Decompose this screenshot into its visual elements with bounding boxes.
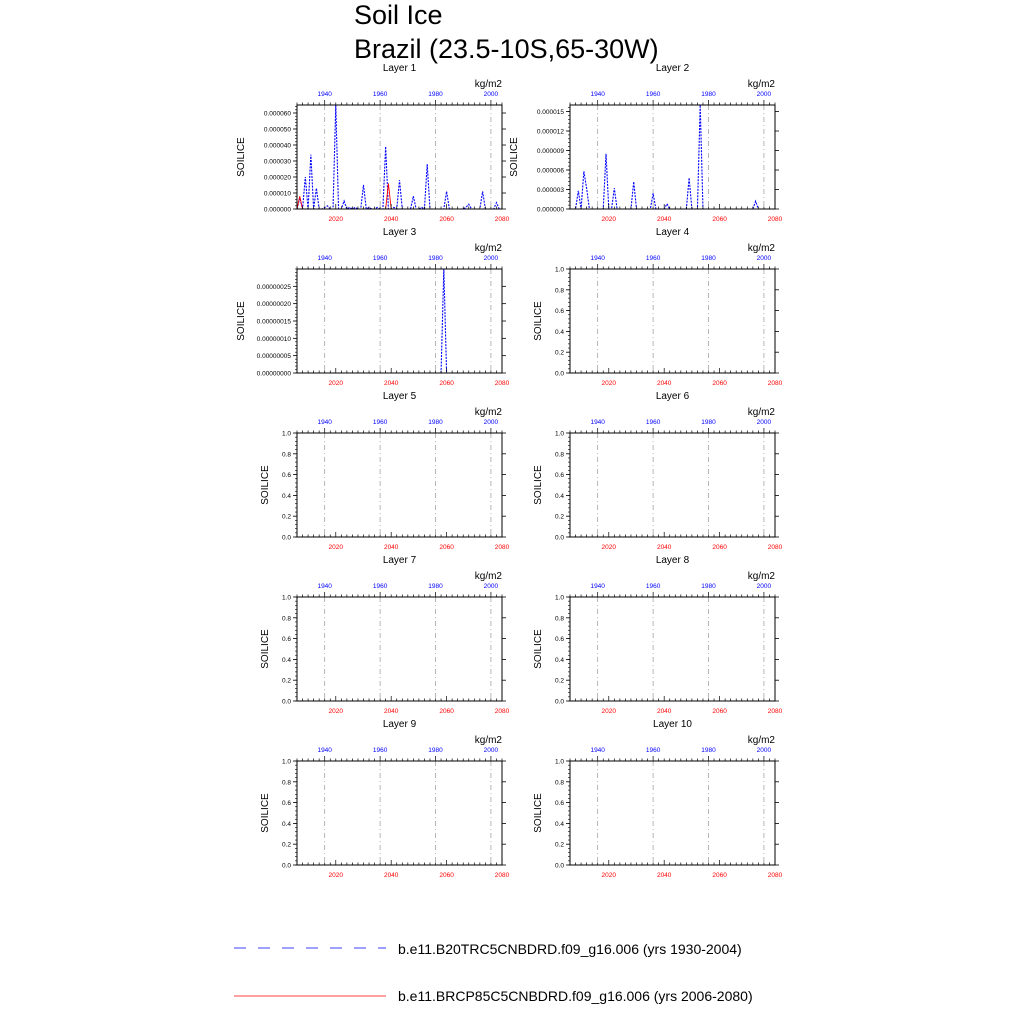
- panels: [236, 63, 783, 879]
- panel-units: kg/m2: [747, 79, 775, 90]
- panel-layer-3: [236, 227, 510, 387]
- bottom-axis-label: 2060: [439, 872, 454, 879]
- top-axis-label: 2000: [483, 91, 499, 98]
- top-axis-label: 1980: [701, 419, 716, 426]
- bottom-axis-label: 2060: [439, 380, 454, 387]
- bottom-axis-label: 2080: [494, 708, 510, 715]
- plot-frame: [570, 105, 775, 209]
- top-axis-label: 2000: [483, 747, 499, 754]
- bottom-axis-label: 2080: [494, 544, 510, 551]
- panel-title: Layer 6: [655, 391, 690, 402]
- top-axis-label: 2000: [756, 747, 772, 754]
- y-tick-label: 0.2: [281, 513, 291, 521]
- y-axis-label: SOILICE: [533, 629, 544, 669]
- y-tick-label: 0.2: [554, 677, 564, 685]
- panel-title: Layer 9: [382, 719, 417, 730]
- y-tick-label: 0.000009: [536, 148, 564, 155]
- y-tick-label: 0.8: [281, 615, 291, 623]
- panel-title: Layer 3: [382, 227, 417, 238]
- y-tick-label: 0.00000010: [256, 335, 291, 343]
- bottom-axis-label: 2060: [712, 708, 727, 715]
- y-tick-label: 0.4: [554, 492, 564, 500]
- bottom-axis-label: 2060: [712, 872, 727, 879]
- bottom-axis-label: 2060: [712, 380, 727, 387]
- y-tick-label: 0.4: [281, 820, 291, 828]
- bottom-axis-label: 2080: [767, 872, 783, 879]
- bottom-axis-label: 2040: [383, 708, 399, 715]
- legend: [234, 941, 753, 1004]
- top-axis-label: 2000: [483, 583, 499, 590]
- panel-layer-10: [533, 719, 783, 879]
- bottom-axis-label: 2020: [328, 708, 344, 715]
- y-tick-label: 1.0: [281, 594, 291, 602]
- y-tick-label: 0.0: [281, 862, 291, 870]
- bottom-axis-label: 2080: [767, 216, 783, 223]
- panel-title: Layer 2: [655, 63, 690, 74]
- panel-layer-2: [509, 63, 783, 223]
- y-axis-label: SOILICE: [260, 629, 271, 669]
- panel-title: Layer 8: [655, 555, 690, 566]
- top-axis-label: 1940: [317, 419, 332, 426]
- panel-units: kg/m2: [474, 571, 502, 582]
- y-tick-label: 0.00000015: [256, 318, 291, 326]
- y-tick-label: 0.6: [554, 308, 564, 316]
- y-tick-label: 0.4: [554, 820, 564, 828]
- panel-layer-7: [260, 555, 510, 715]
- top-axis-label: 2000: [483, 419, 499, 426]
- plot-frame: [570, 269, 775, 373]
- y-tick-label: 0.000040: [263, 142, 291, 150]
- y-tick-label: 0.6: [281, 636, 291, 644]
- panel-layer-5: [260, 391, 510, 551]
- y-tick-label: 0.000030: [263, 158, 291, 166]
- series-historical-line: [297, 105, 502, 209]
- bottom-axis-label: 2040: [656, 708, 672, 715]
- y-axis-label: SOILICE: [509, 137, 520, 177]
- y-tick-label: 0.000000: [536, 206, 564, 214]
- top-axis-label: 1980: [428, 583, 443, 590]
- y-tick-label: 0.6: [554, 800, 564, 808]
- y-tick-label: 0.00000025: [256, 283, 291, 291]
- y-tick-label: 0.000020: [263, 174, 291, 182]
- top-axis-label: 2000: [756, 583, 772, 590]
- figure-title-line2: Brazil (23.5-10S,65-30W): [354, 34, 659, 64]
- y-tick-label: 0.2: [281, 841, 291, 849]
- top-axis-label: 1960: [372, 583, 388, 590]
- top-axis-label: 1960: [372, 419, 388, 426]
- y-tick-label: 0.00000000: [256, 370, 291, 378]
- bottom-axis-label: 2060: [439, 544, 454, 551]
- bottom-axis-label: 2040: [383, 216, 399, 223]
- top-axis-label: 1940: [590, 91, 605, 98]
- y-tick-label: 0.0: [554, 370, 564, 378]
- panel-layer-4: [533, 227, 783, 387]
- y-tick-label: 0.4: [554, 328, 564, 336]
- plot-frame: [297, 761, 502, 865]
- y-tick-label: 0.000010: [263, 190, 291, 198]
- bottom-axis-label: 2080: [767, 380, 783, 387]
- y-axis-label: SOILICE: [260, 465, 271, 505]
- top-axis-label: 1980: [428, 255, 443, 262]
- bottom-axis-label: 2080: [494, 380, 510, 387]
- top-axis-label: 1960: [645, 747, 661, 754]
- bottom-axis-label: 2080: [767, 544, 783, 551]
- panel-title: Layer 10: [653, 719, 692, 730]
- top-axis-label: 1960: [645, 583, 661, 590]
- bottom-axis-label: 2020: [601, 872, 617, 879]
- y-tick-label: 0.4: [281, 656, 291, 664]
- y-axis-label: SOILICE: [533, 793, 544, 833]
- y-tick-label: 0.0: [554, 534, 564, 542]
- plot-frame: [297, 269, 502, 373]
- y-tick-label: 0.6: [554, 472, 564, 480]
- top-axis-label: 1940: [317, 255, 332, 262]
- y-tick-label: 0.0: [281, 698, 291, 706]
- y-tick-label: 0.6: [281, 800, 291, 808]
- panel-units: kg/m2: [474, 407, 502, 418]
- top-axis-label: 2000: [756, 91, 772, 98]
- y-tick-label: 0.2: [554, 841, 564, 849]
- y-tick-label: 0.2: [554, 349, 564, 357]
- y-axis-label: SOILICE: [236, 137, 247, 177]
- bottom-axis-label: 2040: [383, 544, 399, 551]
- top-axis-label: 1940: [590, 255, 605, 262]
- top-axis-label: 1980: [428, 91, 443, 98]
- y-tick-label: 0.000003: [536, 187, 564, 194]
- top-axis-label: 1940: [317, 747, 332, 754]
- top-axis-label: 1960: [645, 419, 661, 426]
- y-tick-label: 0.4: [281, 492, 291, 500]
- y-tick-label: 0.8: [554, 615, 564, 623]
- top-axis-label: 1940: [590, 419, 605, 426]
- top-axis-label: 1940: [317, 91, 332, 98]
- y-tick-label: 1.0: [554, 758, 564, 766]
- y-tick-label: 0.0: [554, 698, 564, 706]
- y-tick-label: 0.4: [554, 656, 564, 664]
- top-axis-label: 1980: [428, 747, 443, 754]
- top-axis-label: 1960: [372, 255, 388, 262]
- top-axis-label: 2000: [756, 419, 772, 426]
- plot-frame: [297, 433, 502, 537]
- y-tick-label: 0.2: [281, 677, 291, 685]
- panel-layer-1: [236, 63, 510, 223]
- panel-units: kg/m2: [474, 735, 502, 746]
- top-axis-label: 1960: [372, 747, 388, 754]
- plot-frame: [570, 761, 775, 865]
- plot-frame: [297, 105, 502, 209]
- top-axis-label: 1940: [590, 583, 605, 590]
- y-axis-label: SOILICE: [236, 301, 247, 341]
- y-tick-label: 0.8: [281, 779, 291, 787]
- y-tick-label: 1.0: [554, 594, 564, 602]
- bottom-axis-label: 2020: [601, 380, 617, 387]
- y-axis-label: SOILICE: [533, 301, 544, 341]
- top-axis-label: 2000: [756, 255, 772, 262]
- bottom-axis-label: 2080: [494, 872, 510, 879]
- y-tick-label: 0.000050: [263, 126, 291, 134]
- panel-units: kg/m2: [474, 79, 502, 90]
- y-tick-label: 0.6: [554, 636, 564, 644]
- y-axis-label: SOILICE: [260, 793, 271, 833]
- bottom-axis-label: 2040: [383, 872, 399, 879]
- panel-layer-6: [533, 391, 783, 551]
- y-tick-label: 0.8: [554, 287, 564, 295]
- bottom-axis-label: 2060: [439, 216, 454, 223]
- y-tick-label: 0.8: [281, 451, 291, 459]
- top-axis-label: 1960: [645, 255, 661, 262]
- y-tick-label: 0.8: [554, 451, 564, 459]
- y-tick-label: 0.2: [554, 513, 564, 521]
- y-tick-label: 0.000000: [263, 206, 291, 214]
- panel-units: kg/m2: [747, 407, 775, 418]
- top-axis-label: 1980: [701, 747, 716, 754]
- top-axis-label: 2000: [483, 255, 499, 262]
- legend-label-historical: b.e11.B20TRC5CNBDRD.f09_g16.006 (yrs 1930-2004): [398, 941, 742, 957]
- panel-title: Layer 4: [655, 227, 690, 238]
- panel-title: Layer 1: [382, 63, 417, 74]
- y-tick-label: 0.0: [281, 534, 291, 542]
- top-axis-label: 1980: [428, 419, 443, 426]
- bottom-axis-label: 2020: [328, 872, 344, 879]
- bottom-axis-label: 2020: [601, 708, 617, 715]
- top-axis-label: 1980: [701, 91, 716, 98]
- panel-units: kg/m2: [474, 243, 502, 254]
- top-axis-label: 1980: [701, 583, 716, 590]
- top-axis-label: 1960: [645, 91, 661, 98]
- bottom-axis-label: 2060: [439, 708, 454, 715]
- y-tick-label: 0.8: [554, 779, 564, 787]
- panel-title: Layer 7: [382, 555, 417, 566]
- bottom-axis-label: 2080: [767, 708, 783, 715]
- series-future-line: [297, 183, 391, 209]
- panel-units: kg/m2: [747, 735, 775, 746]
- bottom-axis-label: 2040: [656, 544, 672, 551]
- plot-frame: [570, 433, 775, 537]
- y-tick-label: 0.000015: [536, 109, 564, 116]
- bottom-axis-label: 2040: [656, 216, 672, 223]
- y-tick-label: 0.000006: [536, 167, 564, 175]
- y-tick-label: 0.6: [281, 472, 291, 480]
- plot-frame: [297, 597, 502, 701]
- y-tick-label: 0.00000020: [256, 301, 291, 309]
- panel-layer-8: [533, 555, 783, 715]
- bottom-axis-label: 2080: [494, 216, 510, 223]
- bottom-axis-label: 2020: [601, 216, 617, 223]
- series-historical-line: [570, 105, 775, 209]
- panel-units: kg/m2: [747, 571, 775, 582]
- bottom-axis-label: 2020: [328, 216, 344, 223]
- y-tick-label: 1.0: [281, 430, 291, 438]
- top-axis-label: 1940: [590, 747, 605, 754]
- panel-layer-9: [260, 719, 510, 879]
- bottom-axis-label: 2040: [383, 380, 399, 387]
- bottom-axis-label: 2020: [601, 544, 617, 551]
- y-tick-label: 0.0: [554, 862, 564, 870]
- bottom-axis-label: 2020: [328, 544, 344, 551]
- bottom-axis-label: 2040: [656, 872, 672, 879]
- bottom-axis-label: 2060: [712, 216, 727, 223]
- y-axis-label: SOILICE: [533, 465, 544, 505]
- y-tick-label: 0.000060: [263, 110, 291, 118]
- y-tick-label: 1.0: [554, 430, 564, 438]
- bottom-axis-label: 2040: [656, 380, 672, 387]
- top-axis-label: 1960: [372, 91, 388, 98]
- legend-label-future: b.e11.BRCP85C5CNBDRD.f09_g16.006 (yrs 2006-2080): [398, 988, 753, 1004]
- y-tick-label: 1.0: [281, 758, 291, 766]
- series-historical-line: [297, 269, 502, 373]
- plot-frame: [570, 597, 775, 701]
- y-tick-label: 0.00000005: [256, 353, 291, 361]
- bottom-axis-label: 2060: [712, 544, 727, 551]
- panel-title: Layer 5: [382, 391, 417, 402]
- figure-title-line1: Soil Ice: [354, 0, 443, 30]
- bottom-axis-label: 2020: [328, 380, 344, 387]
- y-tick-label: 0.000012: [536, 128, 564, 136]
- top-axis-label: 1980: [701, 255, 716, 262]
- panel-units: kg/m2: [747, 243, 775, 254]
- y-tick-label: 1.0: [554, 266, 564, 274]
- top-axis-label: 1940: [317, 583, 332, 590]
